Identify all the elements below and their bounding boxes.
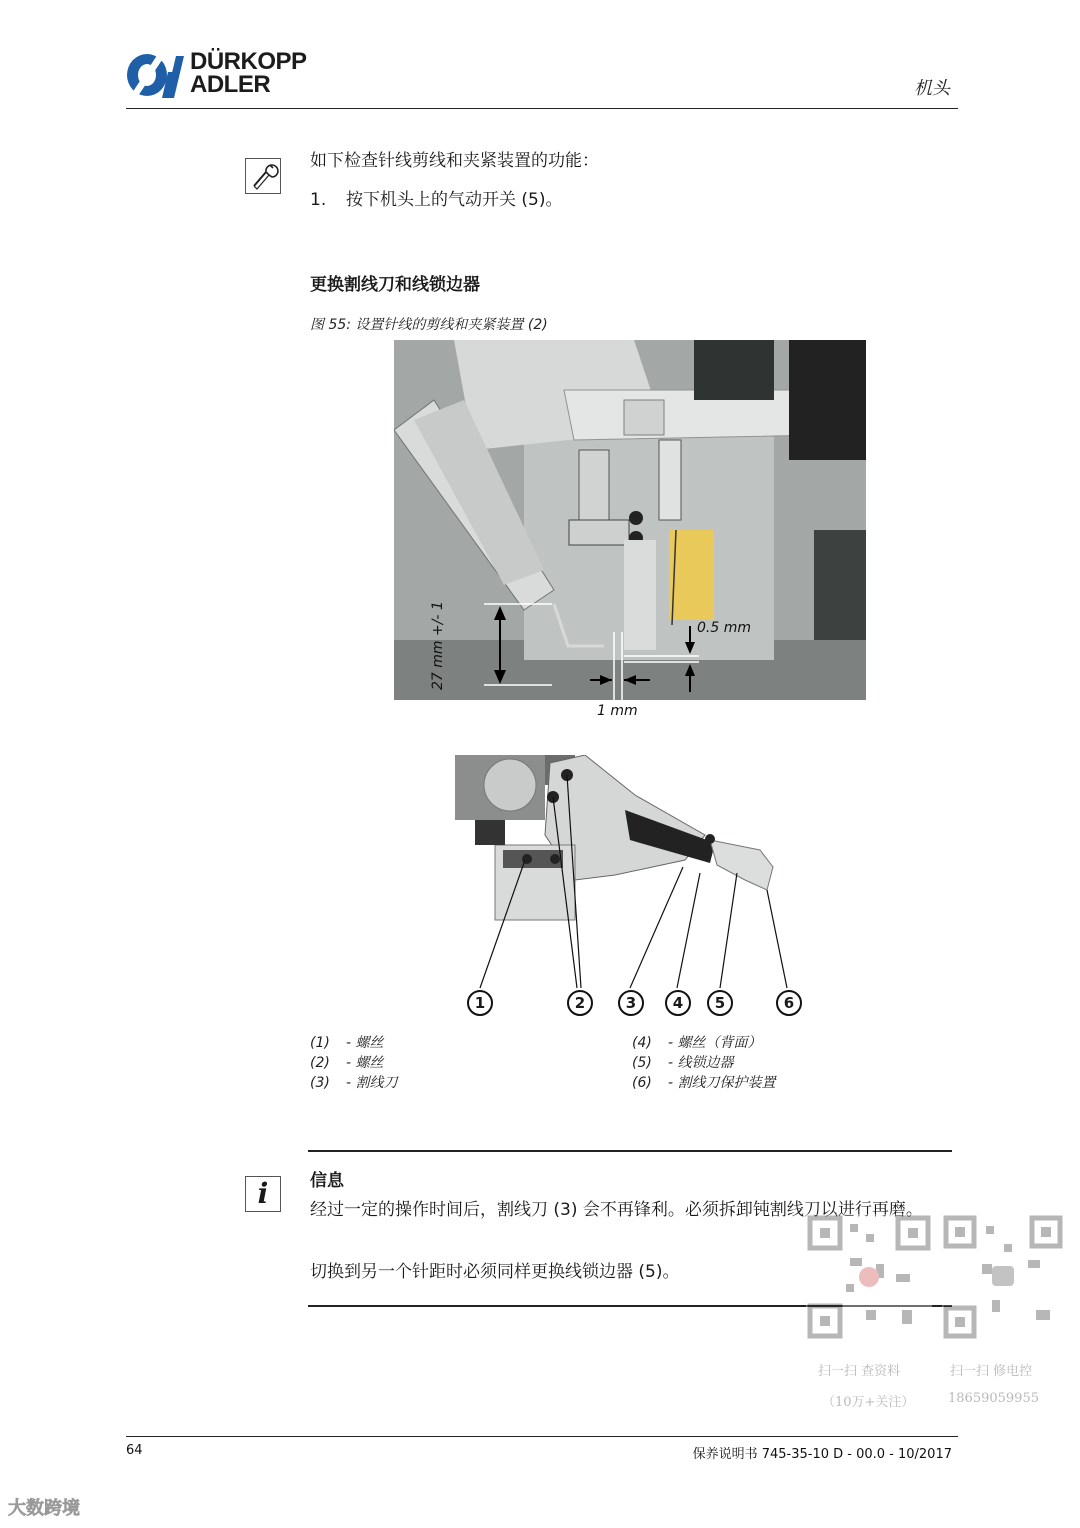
watermark-qr1-line2: （10万+关注）: [822, 1395, 915, 1410]
section-title: 机头: [914, 78, 950, 99]
step-text: 按下机头上的气动开关 (5)。: [346, 190, 563, 210]
figure-caption: 图 55: 设置针线的剪线和夹紧装置 (2): [310, 317, 548, 333]
callout-6: 6: [776, 990, 802, 1016]
info-top-rule: [308, 1150, 952, 1152]
document-id: 保养说明书 745-35-10 D - 00.0 - 10/2017: [692, 1447, 952, 1462]
page-number: 64: [126, 1443, 143, 1458]
brand-line1: DÜRKOPP: [190, 48, 307, 75]
legend-item: (2) - 螺丝: [310, 1055, 384, 1071]
qr-code-icon: [806, 1214, 932, 1340]
dim-horizontal-label: 1 mm: [597, 703, 638, 719]
legend-item: (1) - 螺丝: [310, 1035, 384, 1051]
wrench-icon: [246, 159, 280, 193]
brand-line2: ADLER: [190, 71, 271, 98]
legend-item: (5) - 线锁边器: [632, 1055, 734, 1071]
info-icon-box: [245, 1176, 281, 1212]
watermark-qr1-line1: 扫一扫 查资料: [818, 1364, 901, 1379]
legend-right: [632, 1033, 776, 1093]
dim-gap-label: 0.5 mm: [697, 620, 751, 636]
legend-item: (3) - 割线刀: [310, 1075, 398, 1091]
dim-vertical-label: 27 mm +/- 1: [430, 601, 446, 690]
callout-2: 2: [567, 990, 593, 1016]
header-rule: [126, 108, 958, 109]
leader-lines: [455, 755, 805, 995]
info-icon: i: [257, 1177, 269, 1210]
legend-item: (4) - 螺丝（背面）: [632, 1035, 762, 1051]
qr-code-icon: [942, 1214, 1064, 1340]
machine-photo: [394, 340, 866, 700]
step-number: 1.: [310, 190, 327, 210]
watermark-qr2-line1: 扫一扫 修电控: [950, 1364, 1033, 1379]
info-para2: 切换到另一个针距时必须同样更换线锁边器 (5)。: [310, 1262, 680, 1282]
callout-1: 1: [467, 990, 493, 1016]
info-title: 信息: [310, 1171, 344, 1191]
callout-3: 3: [618, 990, 644, 1016]
brand-logo: [126, 50, 326, 100]
section-heading: 更换割线刀和线锁边器: [310, 275, 480, 295]
footer-rule: [126, 1436, 958, 1437]
callout-4: 4: [665, 990, 691, 1016]
legend-left: [310, 1033, 398, 1093]
watermark-qr2-line2: 18659059955: [948, 1391, 1039, 1406]
info-para1: 经过一定的操作时间后，割线刀 (3) 会不再锋利。必须拆卸钝割线刀以进行再磨。: [310, 1200, 923, 1220]
callout-5: 5: [707, 990, 733, 1016]
legend-item: (6) - 割线刀保护装置: [632, 1075, 776, 1091]
intro-text: 如下检查针线剪线和夹紧装置的功能：: [310, 151, 599, 171]
corner-watermark: 大数跨境: [8, 1498, 80, 1519]
wrench-icon-box: [245, 158, 281, 194]
brand-mark-icon: [126, 52, 184, 98]
